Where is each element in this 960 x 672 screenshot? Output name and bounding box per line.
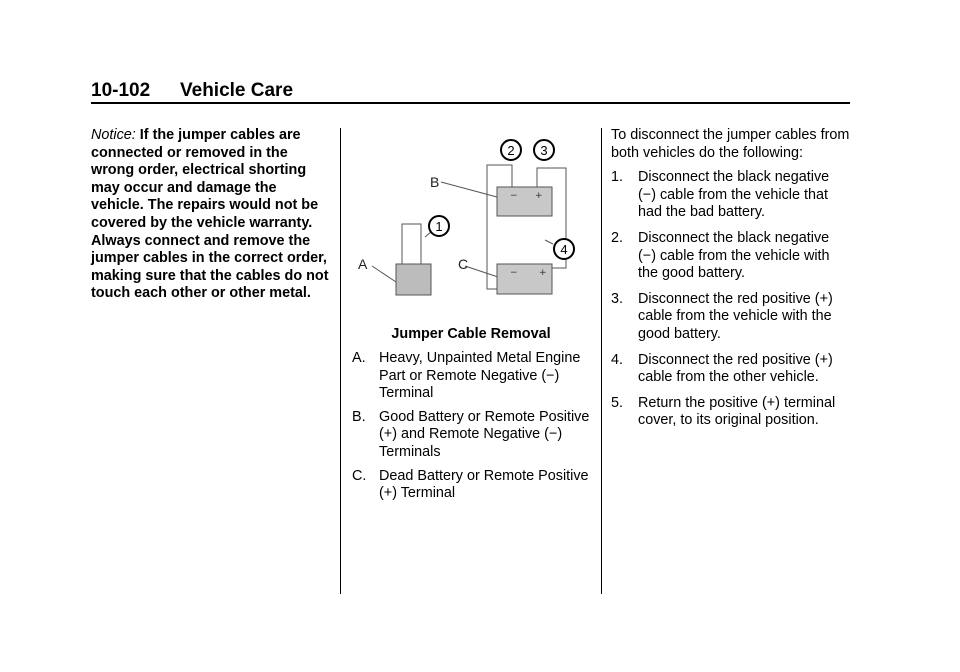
cable-1: [402, 224, 421, 264]
jumper-cable-diagram: [355, 136, 585, 302]
callout-4-number: 4: [560, 242, 568, 257]
legend-key: C.: [352, 467, 367, 484]
step-number: 2.: [611, 229, 624, 246]
label-a: A: [358, 256, 368, 272]
step-number: 3.: [611, 290, 624, 307]
callout-1-number: 1: [435, 219, 443, 234]
legend-text: Heavy, Unpainted Metal Engine Part or Remote Negative (−) Terminal: [379, 350, 581, 402]
callout-3-number: 3: [540, 143, 548, 158]
callout-4: [554, 239, 574, 259]
callout-3: [534, 140, 554, 160]
callout-2: [501, 140, 521, 160]
leader-c: [465, 266, 498, 277]
header-rule: [91, 102, 850, 104]
ground-block: [396, 264, 431, 295]
instruction-step: [611, 395, 851, 430]
leader-4: [545, 240, 553, 244]
legend-item: [352, 468, 590, 503]
notice-block: [91, 127, 331, 303]
step-text: Disconnect the black negative (−) cable from the vehicle with the good battery.: [638, 229, 830, 282]
figure-legend: [352, 350, 590, 509]
step-text: Disconnect the black negative (−) cable from the vehicle that had the bad battery.: [638, 169, 830, 221]
page-number: 10-102: [91, 80, 151, 101]
leader-a: [372, 266, 396, 282]
column-divider-left: [340, 128, 341, 594]
instruction-step: [611, 352, 851, 387]
instructions-block: [611, 127, 851, 438]
step-number: 5.: [611, 394, 624, 411]
figure-caption: Jumper Cable Removal: [391, 326, 551, 342]
step-text: Return the positive (+) terminal cover, to its original position.: [638, 394, 836, 429]
legend-key: A.: [352, 350, 366, 366]
column-divider-right: [601, 128, 602, 594]
dead-battery-minus: −: [510, 268, 518, 278]
callout-1: [429, 216, 449, 236]
label-c: C: [458, 256, 469, 272]
instructions-intro: To disconnect the jumper cables from both vehicles do the following:: [611, 127, 850, 161]
legend-item: [352, 409, 590, 462]
notice-label: Notice:: [91, 127, 136, 143]
step-text: Disconnect the red positive (+) cable from the other vehicle.: [638, 351, 833, 386]
legend-text: Good Battery or Remote Positive (+) and Remote Negative (−) Terminals: [379, 408, 590, 460]
legend-item: [352, 350, 590, 403]
instruction-step: [611, 291, 851, 344]
instruction-step: [611, 230, 851, 283]
good-battery-minus: −: [510, 191, 518, 201]
leader-1: [425, 232, 431, 237]
legend-key: B.: [352, 408, 366, 425]
section-title: Vehicle Care: [180, 80, 294, 101]
legend-text: Dead Battery or Remote Positive (+) Terminal: [379, 467, 589, 502]
instruction-step: [611, 169, 851, 222]
step-number: 4.: [611, 351, 624, 368]
step-text: Disconnect the red positive (+) cable from the vehicle with the good battery.: [638, 290, 833, 342]
label-b: B: [430, 174, 440, 190]
notice-text: If the jumper cables are connected or removed in the wrong order, electrical shorting may occur and damage the vehicle. The repairs would not be covered by the vehicle warranty. Always connect and remove the jumper cables in the correct order, making sure that the cables do not touch each other or other metal.: [91, 127, 329, 302]
callout-2-number: 2: [507, 143, 515, 158]
step-number: 1.: [611, 169, 624, 186]
leader-b: [441, 182, 497, 197]
good-battery-plus: +: [535, 191, 543, 201]
dead-battery-plus: +: [539, 268, 547, 278]
good-battery: [497, 187, 552, 216]
